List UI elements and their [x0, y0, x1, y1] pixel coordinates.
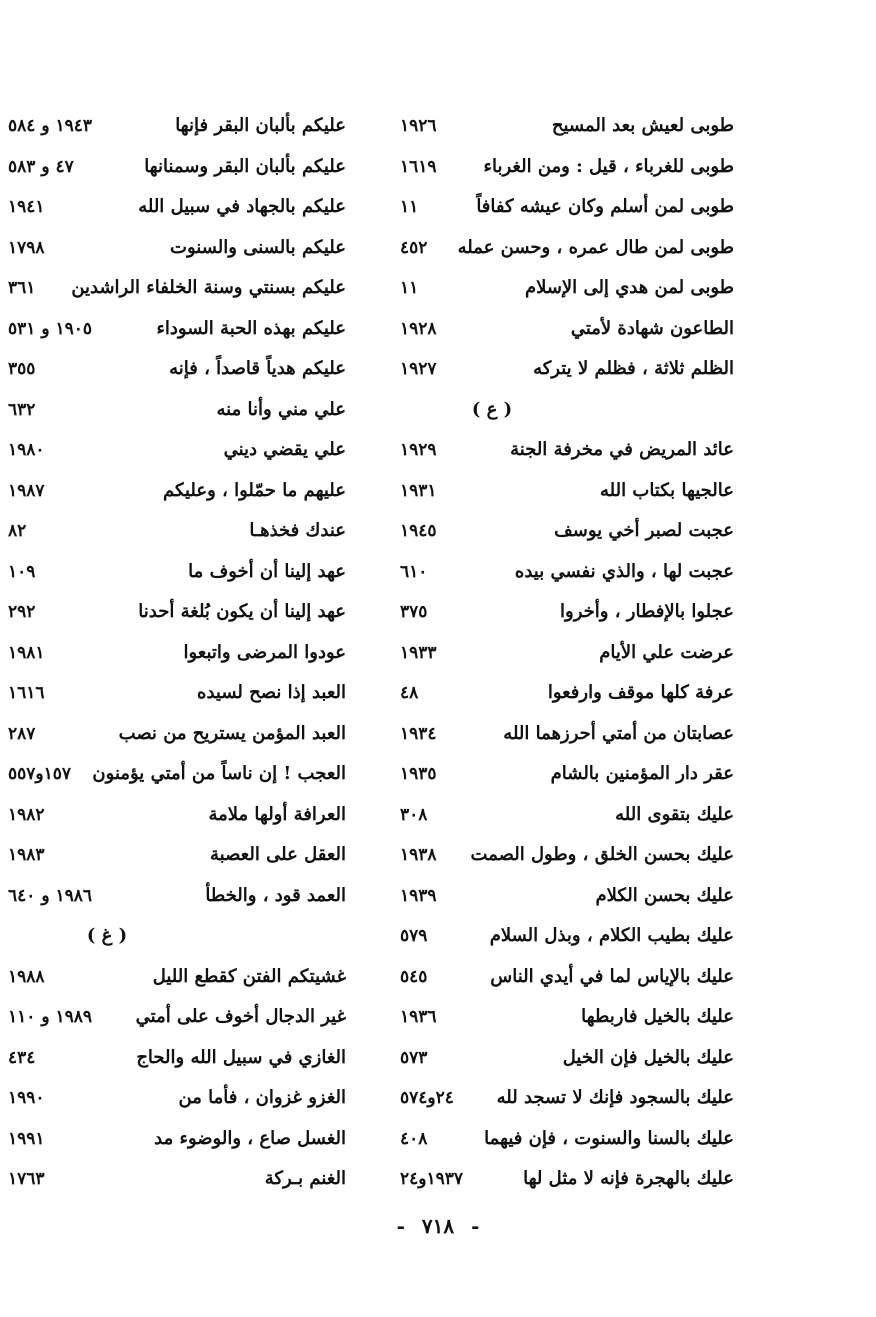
entry-ref-number: ١٩٤٣ و ٥٨٤ — [8, 116, 92, 136]
page-number-value: ٧١٨ — [421, 1214, 455, 1238]
entry-ref-number: ١٦١٩ — [400, 156, 437, 177]
entry-text: عليك بطيب الكلام ، وبذل السلام — [489, 925, 734, 946]
index-entry — [8, 552, 346, 593]
entry-ref-number: ١١ — [400, 197, 419, 217]
index-entry — [400, 795, 734, 836]
entry-ref-number: ٢٩٢ — [8, 602, 36, 622]
entry-text: عليكم بالسنى والسنوت — [170, 236, 346, 258]
index-entry — [400, 714, 734, 755]
entry-text: عرضت علي الأيام — [599, 641, 734, 663]
entry-text: طوبى لمن طال عمره ، وحسن عمله — [457, 236, 734, 258]
entry-ref-number: ١٩٣٥ — [400, 764, 437, 784]
entry-ref-number: ١٩٢٩ — [400, 440, 437, 460]
entry-text: عليك بالخيل فاربطها — [581, 1006, 734, 1027]
index-entry — [8, 471, 346, 512]
index-entry — [400, 1119, 734, 1160]
index-entry — [8, 957, 346, 998]
entry-text: عجبت لها ، والذي نفسي بيده — [514, 560, 734, 582]
entry-text: الغزو غزوان ، فأما من — [178, 1087, 346, 1108]
entry-ref-number: ١٩٢٧ — [400, 359, 437, 379]
entry-text: علي مني وأنا منه — [216, 398, 346, 420]
entry-ref-number: ١٩٨٠ — [8, 440, 45, 460]
entry-ref-number: ٣٠٨ — [400, 804, 428, 825]
index-entry — [400, 106, 734, 147]
entry-text: عندك فخذهـا — [249, 520, 346, 541]
index-entry — [400, 228, 734, 269]
index-entry — [8, 1078, 346, 1119]
entry-ref-number: ٥٧٩ — [400, 926, 428, 946]
entry-text: عصابتان من أمتي أحرزهما الله — [503, 722, 734, 744]
index-entry — [8, 592, 346, 633]
entry-ref-number: ١٩٣٩ — [400, 885, 437, 906]
entry-ref-number: ١٩٣١ — [400, 480, 437, 501]
entry-ref-number: ٣٥٥ — [8, 359, 36, 379]
index-entry — [400, 552, 734, 593]
index-entry — [8, 228, 346, 269]
index-entry — [8, 106, 346, 147]
index-entry — [400, 309, 734, 350]
entry-ref-number: ١٩٨٦ و ٦٤٠ — [8, 885, 92, 906]
entry-text: العقل على العصبة — [209, 844, 346, 865]
entry-text: عرفة كلها موقف وارفعوا — [547, 682, 734, 703]
index-entry — [8, 714, 346, 755]
index-entry — [400, 876, 734, 917]
entry-ref-number: ٢٤و٥٧٤ — [400, 1088, 454, 1108]
index-entry — [8, 511, 346, 552]
entry-text: عليك بالسجود فإنك لا تسجد لله — [496, 1087, 734, 1108]
left-column — [8, 106, 346, 1200]
index-entry — [400, 1038, 734, 1079]
entry-text: عليكم بألبان البقر فإنها — [175, 115, 346, 136]
entry-text: عائد المريض في مخرفة الجنة — [510, 439, 734, 460]
index-entry — [400, 754, 734, 795]
entry-ref-number: ١٩٤٥ — [400, 521, 437, 541]
entry-text: الغسل صاع ، والوضوء مد — [154, 1127, 346, 1149]
entry-text: غشيتكم الفتن كقطع الليل — [152, 965, 346, 987]
index-entry — [8, 835, 346, 876]
entry-ref-number: ٣٧٥ — [400, 602, 428, 622]
entry-text: عودوا المرضى واتبعوا — [183, 641, 346, 663]
entry-ref-number: ٥٧٣ — [400, 1047, 428, 1068]
index-entry — [400, 1159, 734, 1200]
entry-ref-number: ٣٦١ — [8, 278, 36, 298]
entry-ref-number: ١٩٨١ — [8, 642, 45, 663]
index-entry — [8, 795, 346, 836]
entry-ref-number: ٤٠٨ — [400, 1128, 428, 1149]
entry-text: عليكم هدياً قاصداً ، فإنه — [169, 358, 346, 379]
index-entry — [8, 876, 346, 917]
entry-ref-number: ١٩٣٦ — [400, 1007, 437, 1027]
entry-text: العجب ! إن ناساً من أمتي يؤمنون — [92, 763, 346, 784]
entry-text: علي يقضي ديني — [223, 439, 346, 460]
entry-ref-number: ٥٤٥ — [400, 966, 428, 987]
entry-ref-number: ٨٢ — [8, 521, 27, 541]
entry-ref-number: ٦٣٢ — [8, 399, 36, 420]
entry-ref-number: ١٩٤١ — [8, 197, 45, 217]
entry-text: عليك بحسن الكلام — [595, 884, 734, 906]
section-header: ( غ ) — [86, 925, 128, 946]
index-entry — [8, 430, 346, 471]
entry-text: عليك بالهجرة فإنه لا مثل لها — [523, 1168, 734, 1189]
index-entry — [400, 349, 734, 390]
entry-ref-number: ١١ — [400, 278, 419, 298]
index-entry — [400, 471, 734, 512]
index-entry — [8, 754, 346, 795]
entry-text: الطاعون شهادة لأمتي — [570, 317, 734, 339]
index-entry — [400, 633, 734, 674]
entry-text: طوبى للغرباء ، قيل : ومن الغرباء — [483, 155, 734, 177]
entry-ref-number: ١٩٣٨ — [400, 845, 437, 865]
entry-text: عليك بالإياس لما في أيدي الناس — [490, 965, 734, 987]
entry-text: طوبى لعيش بعد المسيح — [551, 115, 734, 136]
page-number-dash-right: - — [396, 1214, 405, 1238]
entry-text: غير الدجال أخوف على أمتي — [135, 1006, 346, 1027]
entry-text: الظلم ثلاثة ، فظلم لا يتركه — [533, 358, 734, 379]
index-entry — [400, 430, 734, 471]
entry-ref-number: ١٩٠٥ و ٥٣١ — [8, 318, 92, 339]
entry-ref-number: ١٧٩٨ — [8, 237, 45, 258]
index-entry — [400, 916, 734, 957]
entry-ref-number: ١٩٩١ — [8, 1128, 45, 1149]
entry-ref-number: ١٩٢٨ — [400, 318, 437, 339]
index-entry — [400, 835, 734, 876]
entry-ref-number: ١٧٦٣ — [8, 1169, 45, 1189]
entry-ref-number: ١٩٣٤ — [400, 723, 437, 744]
index-entry — [400, 268, 734, 309]
entry-ref-number: ٢٨٧ — [8, 723, 36, 744]
index-entry — [8, 1119, 346, 1160]
entry-text: عليكم بهذه الحبة السوداء — [156, 317, 346, 339]
index-entry — [8, 268, 346, 309]
index-entry — [400, 511, 734, 552]
entry-text: عهد إلينا أن أخوف ما — [188, 560, 346, 582]
entry-text: العبد المؤمن يستريح من نصب — [118, 722, 346, 744]
index-entry — [400, 187, 734, 228]
entry-ref-number: ١٦١٦ — [8, 683, 45, 703]
index-entry — [400, 997, 734, 1038]
index-entry — [8, 673, 346, 714]
entry-ref-number: ٤٣٤ — [8, 1047, 36, 1068]
entry-text: عليكم بألبان البقر وسمنانها — [144, 155, 346, 177]
index-entry — [400, 592, 734, 633]
entry-text: العبد إذا نصح لسيده — [197, 682, 346, 703]
index-entry — [8, 1159, 346, 1200]
entry-ref-number: ١٩٣٧و٢٤ — [400, 1169, 464, 1189]
index-entry — [8, 309, 346, 350]
section-header: ( ع ) — [471, 398, 513, 420]
entry-ref-number: ١٠٩ — [8, 561, 36, 582]
entry-text: عليهم ما حمّلوا ، وعليكم — [163, 479, 346, 501]
entry-ref-number: ٤٨ — [400, 683, 419, 703]
index-entry — [8, 187, 346, 228]
index-entry — [400, 957, 734, 998]
index-entry — [8, 390, 346, 431]
entry-text: عليك بحسن الخلق ، وطول الصمت — [470, 844, 734, 865]
entry-ref-number: ١٩٨٢ — [8, 804, 45, 825]
page-number — [0, 1214, 876, 1238]
entry-text: عجلوا بالإفطار ، وأخروا — [560, 601, 734, 622]
entry-ref-number: ٤٧ و ٥٨٣ — [8, 156, 74, 177]
index-entry — [8, 349, 346, 390]
page-number-dash-left: - — [471, 1214, 480, 1238]
index-entry — [400, 1078, 734, 1119]
entry-ref-number: ١٥٧و٥٥٧ — [8, 764, 72, 784]
entry-ref-number: ٦١٠ — [400, 561, 428, 582]
entry-ref-number: ١٩٩٠ — [8, 1088, 45, 1108]
entry-text: عليكم بالجهاد في سبيل الله — [138, 196, 346, 217]
entry-text: طوبى لمن هدي إلى الإسلام — [524, 277, 734, 298]
entry-text: عهد إلينا أن يكون بُلغة أحدنا — [138, 601, 346, 622]
index-entry — [8, 147, 346, 188]
entry-text: عجبت لصبر أخي يوسف — [554, 520, 734, 541]
index-entry — [400, 673, 734, 714]
entry-text: العمد قود ، والخطأ — [205, 884, 346, 906]
index-entry — [8, 997, 346, 1038]
entry-text: عليك بالخيل فإن الخيل — [562, 1046, 734, 1068]
entry-ref-number: ١٩٨٣ — [8, 845, 45, 865]
entry-ref-number: ٤٥٢ — [400, 237, 428, 258]
entry-text: عقر دار المؤمنين بالشام — [550, 763, 734, 784]
entry-ref-number: ١٩٨٩ و ١١٠ — [8, 1007, 92, 1027]
entry-text: عالجيها بكتاب الله — [600, 479, 734, 501]
entry-ref-number: ١٩٨٨ — [8, 966, 45, 987]
index-entry — [8, 1038, 346, 1079]
entry-ref-number: ١٩٣٣ — [400, 642, 437, 663]
entry-text: الغازي في سبيل الله والحاج — [136, 1046, 346, 1068]
index-entry — [400, 147, 734, 188]
entry-text: طوبى لمن أسلم وكان عيشه كفافاً — [476, 196, 734, 217]
entry-text: الغنم بـركة — [264, 1168, 346, 1189]
entry-text: العرافة أولها ملامة — [208, 803, 346, 825]
entry-text: عليك بالسنا والسنوت ، فإن فيهما — [484, 1127, 734, 1149]
entry-text: عليك بتقوى الله — [615, 803, 734, 825]
entry-text: عليكم بسنتي وسنة الخلفاء الراشدين — [71, 277, 346, 298]
right-column — [400, 106, 734, 1200]
entry-ref-number: ١٩٨٧ — [8, 480, 45, 501]
entry-ref-number: ١٩٢٦ — [400, 116, 437, 136]
index-entry — [8, 633, 346, 674]
